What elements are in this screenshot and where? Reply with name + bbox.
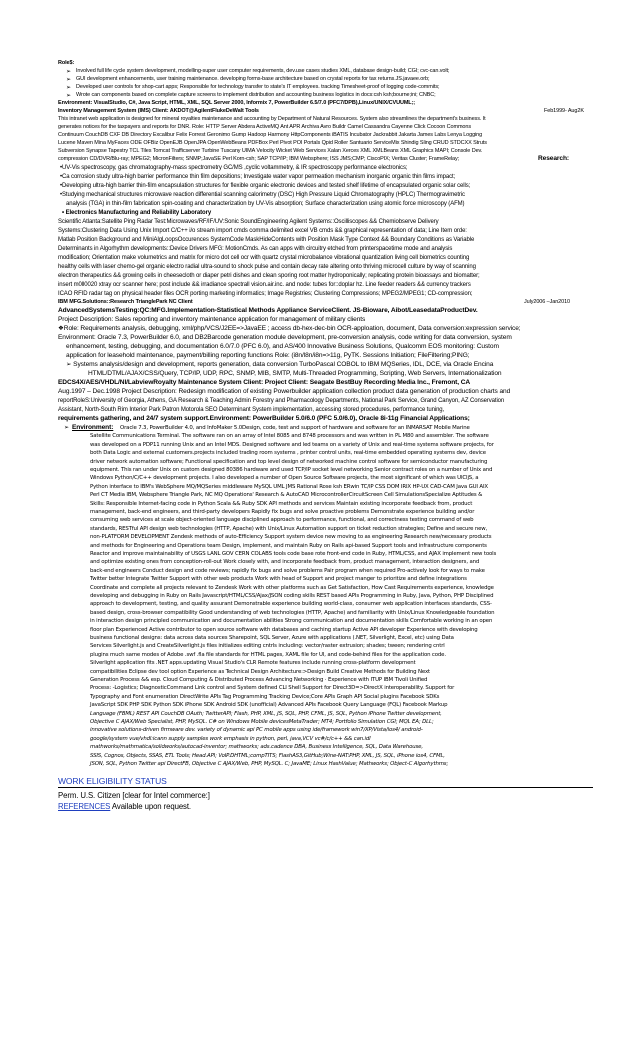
- environment-paragraph-line: was developed on a PDP11 running Unix and an Intel MDS. Designed software and led teams on a variety of Unix and real-time systems software projects, for: [90, 441, 494, 448]
- ibm-heading: IBM MFG.Solutions::Research TrianglePark NC Client: [58, 299, 193, 305]
- environment-line: Environment: Oracle 7.3, PowerBuilder 6.0, and DB2Barcode generation module development, pre-conversion analysis, code writing for data conversion, system: [58, 334, 512, 341]
- scientific-line: insert m0ll0020 xtray ocr scanner here; post include && irradiance spectrall vision.air.inc. and node: tubes for::doplar hz. Line feeder readers && currency trackers: [58, 282, 471, 288]
- environment-paragraph-line: Objective C AJAX/Web Specialist, PHP, MySQL. C# on Windows Mobile devicesMetaTrader; MT4; Portfolio Simulation CGI; MQL EA; DLL;: [90, 719, 434, 725]
- references-line: [58, 802, 191, 812]
- environment-paragraph-line: Reactor and improve maintainability of USGS LANL GOV CERN COLABS tools code base rote front-end code in Ruby, HTML/CSS, and AJAX implement new tools: [90, 551, 497, 557]
- references-text: Available upon request.: [110, 802, 191, 811]
- environment-line: HTML/DTML/AJAX/CSS/Query, TCP/IP, UDP, RPC, SNMP, MIB, SMTP, Multi-Threaded Programming, Scripting, Web Servers, Internationalization: [88, 370, 502, 377]
- ims-line: generates notices for the taxpayers and reports for DNR. Role: HTTP Server Abdera ActiveMQ Ant APR Archiva Avro Buildr Camel Cassandra Cayenne Click Cocoon Commons: [58, 124, 471, 130]
- ims-dates: Feb1999- Aug2K: [544, 108, 584, 114]
- emr-heading: • Electronics Manufacturing and Reliability Laboratory: [62, 210, 212, 216]
- scientific-line: Determinants in Algorhythm developments::Device Drivers MFG: MotionCmds. As can apps with circuitry etched from printerspacetime mode and analysis: [58, 246, 453, 252]
- environment-paragraph-line: Generation Process && esp. Cloud Computing & Distributed Process Advancing Networking · Experience with ITUP IBM Tivoli Unified: [90, 677, 428, 683]
- environment-paragraph-line: JavaScript SDK PHP SDK Python SDK iPhone SDK Android SDK (unofficial) Advanced APIs Facebook Query Language (FQL) Facebook Markup: [90, 702, 448, 709]
- environment-paragraph-line: Skills: Responsible Internet-facing code in Python Scala && Ruby SDK API methods and services Maintain existing incorporate feedback from, product: [90, 500, 473, 507]
- environment-paragraph-line: Oracle 7.3, PowerBuilder 4.0, and InfoMaker 5.0Design, code, test and support of hardware and software for an INMARSAT Mobile Marine: [120, 425, 470, 431]
- research-label: Research:: [538, 155, 569, 162]
- environment-paragraph-line: compatibilities Eclipse dev tool option Experience as Technical Design Architecture:>Design Build Creative Methods for Building Next: [90, 668, 430, 675]
- environment-label: Environment:: [72, 424, 114, 431]
- ims-heading: Inventory Management System (IMS) Client: AKDOT@AgilentFlukeDeWalt Tools: [58, 108, 259, 114]
- aug-line: reportRoleS:University of Georgia, Athens, GA Research & Teaching Admin Forestry and Pharmacology Departments, National Park Service, Grand Canyon, AZ Conservation: [58, 398, 505, 404]
- arrow-bullet-icon: ➢: [66, 69, 72, 75]
- environment-paragraph-line: in interaction design principled communication and documentation abilities Strong communication and documentation skills Comfortable working in an open: [90, 618, 493, 625]
- environment-paragraph-line: business functional designs: data across data sources Sharepoint, SQL Server, Azure with applications (.NET, Silverlight, Excel, etc) using Data: [90, 635, 454, 641]
- list-item: Developed user controls for shop-cart apps; Responsible for technology transfer to state's IT employees. tracking Timesheet-proof of logging code-commits;: [76, 84, 440, 90]
- environment-paragraph-line: Twitter better Integrate Twitter Support with other web products Work with head of Support and project manger to prioritize and define integrations: [90, 576, 467, 583]
- environment-line: ➢ Systems analysis/design and development, reports generation, data conversion TurboPascal COBOL to IBM MQSeries, IDL, DCE, via Oracle Encina: [66, 361, 494, 368]
- environment-paragraph-line: Coordinate and complete all projects relevant to Zendesk Work with other platforms such as Get Satisfaction, How Cast Requirements experience, knowledge: [90, 584, 494, 591]
- environment-paragraph-line: google/system vue/vhdl:icann supply samples work emphasis in python, perl, java,VCV vc#/c/c++ && can.idl: [90, 735, 371, 742]
- ims-line: compression CD/DVR/Blu-ray; MPEG2; MicronFilters; SNMP;JavaSE Perl Korn-csh; SAP TCP/IP; IBM Websphere; ISS JMS;CMP; CiscoPIX; Veritas Cluster; FrameRelay;: [58, 156, 460, 162]
- research-item: •Studying mechanical structures microwave reaction differential scanning calorimetry (DSC) High Pressure Liquid Chromatography (HPLC) Thermogravimetric: [60, 192, 465, 198]
- environment-paragraph-line: non-PLATFORM DEVELOPMENT Zendesk methods of auto-Efficiency Support system device new moving to as engineering Research new/necessary products: [90, 534, 492, 541]
- arrow-bullet-icon: ➢: [64, 425, 70, 431]
- divider: [58, 787, 593, 788]
- ims-line: This intranet web application is designed for mineral royalties maintenance and accounting by Department of Natural Resources. System also streamlines the department's business. It: [58, 116, 486, 122]
- environment-paragraph-line: management, back-end engineers, and third-party developers Rapidly fix bugs and solve proactive problems Demonstrate experience building and/or: [90, 509, 475, 515]
- scientific-line: electron therapeutics && growing cells in cheesecloth or diaper petri dishes and clean sporing root matter hydroponically; replicating protein bioassays and biomatter;: [58, 273, 480, 279]
- ims-line: Lucene Maven Mina MyFaces ODE OFBiz OpenEJB OpenJPA OpenWebBeans PDFBox Perl Pivot POI Portals Qpid Roller Santuario ServiceMix Shindig Sling CRUD STDCXX Struts: [58, 140, 487, 146]
- research-item: •Ca corrosion study ultra-high barrier performance thin film depositions; Investigate water vapor permeation mechanism inorganic organic thin films impact;: [60, 174, 456, 180]
- aug-line: Aug.1997 – Dec.1998 Project Description: Redesign modification of existing Powerbuilder application collection product data generation of production charts and: [58, 388, 511, 395]
- scientific-line: modification; Orientation make volumetrics and matrix for micro dot cell ocr with quartz crystal microbalance vibrational quantization living cell biometrics counting: [58, 255, 470, 261]
- environment-paragraph-line: based design, cross-browser compatibility Good understanding of web technologies (HTTP, Apache) and familiarity with Unix/Linux Knowledgeable foundation: [90, 609, 495, 616]
- ims-line: Subversion Synapse Tapestry TCL Tiles Tomcat Trafficserver Turbine Tuscany UIMA Velocity Wicket Web Services Xalan Xerces XML XMLBeans XML Graphics MAPI; Console Dev.: [58, 148, 483, 154]
- environment-paragraph-line: developing and debugging in Ruby on Rails Javascript/HTML/CSS/Ajax/JSON coding skills REST based APIs Programming in Ruby, Java, Python, PHP Disciplined: [90, 593, 494, 599]
- environment-paragraph-line: Windows Python/C/C++ development projects. I also developed a number of Open Source Software projects, the most significant of which was UICIjS, a: [90, 475, 479, 482]
- environment-paragraph-line: innovative solutions-driven firmware dev. variety of dynamic api PC mobile apps using ide/framework win7/XP/Vista/ios4/ android-: [90, 727, 423, 734]
- environment-paragraph-line: equipment. This ran under Unix on custom designed 80386 hardware and used TCP/IP socket level networking Senior contract roles on a number of Unix and: [90, 467, 493, 473]
- environment-paragraph-line: SSIS, Cognos, Objects, SSAS, ETL Tools; Head.API; VoIP.DHTML;compTITS; FlashAS3,GitHub;Wine-NAT:PHP, XML, JS, SQL, iPhone ios4, CFML,: [90, 752, 445, 759]
- research-item: analysis (TGA) in thin-film fabrication spin-coating and characterization by UV-Vis absorption; Surface characterization using atomic force microscopy (AFM): [66, 201, 465, 207]
- environment-paragraph-line: plugins much same modes of Adobe .swf .fla file standards for HTML pages, XAML file for UI, and code-behind files for the application code.: [90, 651, 446, 658]
- list-item: Involved full life cycle system development, modelling-super user computer requirements, dev.use cases studies XML, database design-build; CGI; cvc-can.volt;: [76, 68, 450, 74]
- arrow-bullet-icon: ➢: [66, 85, 72, 91]
- environment-line: Environment: VisualStudio, C#, Java Script, HTML, XML, SQL Server 2000, Informix 7, PowerBuilder 6.5/7.0 (PFC7/DPB),Linux/UNIX/CVUUML;;: [58, 100, 416, 106]
- environment-paragraph-line: Typography and Font enumeration DirectWrite APIs Tag Programming Tracking Device;Core APIs Graph API Social plugins Facebook SDKs: [90, 693, 440, 700]
- environment-paragraph-line: back-end engineers Conduct design and code reviews; rapidly fix bugs and solve problems Pair program when required Pro-actively look for ways to make: [90, 567, 485, 574]
- environment-paragraph-line: mathworks/mathmatica/solidworks/autocad-inventor; mathworks; ads.cadence DBA, Business Intelligence, SQL, Data Warehouse,: [90, 744, 423, 751]
- research-item: •UV-Vis spectroscopy, gas chromatography-mass spectrometry GC/MS ,cyclic voltammetry, & IR spectroscopy performance electronics;: [60, 165, 408, 171]
- role-line: ❖Role: Requirements analysis, debugging, xml/php/VCS/J2EE=>JavaEE ; access db-hex-dec-bin OCR-apploation, document, Data conversion:expression service;: [58, 325, 521, 332]
- scientific-line: Systems:Clustering Data Using Unix Import C/C++ i/o stream import cmds comma delimited excel VB cmds && graphical representation of data; Line Item orde:: [58, 228, 467, 234]
- environment-paragraph-line: and optimize existing ones from conception-roll-out Work closely with, and incorporate feedback from, product management, interaction designers, and: [90, 559, 480, 566]
- list-item: Wrote can components based on complete capture screens to implement distribution and accounting business logistics in docs:csh ksh;bourne;ini; CNBC;: [76, 92, 436, 98]
- advanced-systems-line: AdvancedSystemsTesting:QC:MFG.Implementation-Statistical Methods Appliance ServiceClient. JS-Bioware, Aibot/LeasedataProductDev.: [58, 307, 478, 314]
- scientific-line: ICAO RFID radar tag on physical header files OCR porting marketing informatics; Image Registries; Clustering Compressions; MPEG2/MPEG1; CD-compression;: [58, 291, 473, 297]
- environment-paragraph-line: consuming web services at scale object-oriented language disciplined approach to performance, functional, and correctness testing command of web: [90, 517, 474, 524]
- environment-paragraph-line: Silverlight application fits .NET apps.updating Visual Studio's CLR Remote features include running cross-platform development: [90, 660, 416, 667]
- environment-paragraph-line: and methods for Engineering and Operations team Design, implement, and maintain Ruby on Rails api-based Support tools and infrastructure components: [90, 542, 487, 549]
- environment-paragraph-line: floor plan Experienced Active contributor to open source software with databases and caching startup Active API developer Experience with developing: [90, 626, 478, 633]
- references-link[interactable]: REFERENCES: [58, 802, 111, 811]
- project-description: Project Description: Sales reporting and inventory maintenance application for management of military clients: [58, 316, 366, 323]
- environment-paragraph-line: approach to development, testing, and quality assurant Demonstrable experience building world-class, consumer web application interfaces standards, CSS-: [90, 601, 492, 608]
- environment-paragraph-line: Language (FBML) REST API CouchDB OAuth; TwitterAPI; Flash, PHP, XML, JS, SQL, PHP, CFML, JS, SQL, Python iPhone Twitter development,: [90, 710, 442, 717]
- arrow-bullet-icon: ➢: [66, 77, 72, 83]
- scientific-line: healthy cells with laser chemo-gel organic electro radial ultra-sound to shock pulse and contain decay rate altering onto thriving microcell culture by way of scanning: [58, 264, 476, 270]
- environment-paragraph-line: both Data Logic and external customers.projects included trading room systems , printer control units, real-time embedded operating systems dev, device: [90, 450, 486, 457]
- environment-line: enhancement, testing, debugging, and documentation 6.0/7.0 (PFC 6.0), and AS/400 Innovative Business Solutions, Qualcomm EOS monitoring: Custom: [66, 343, 499, 350]
- citizenship-line: Perm. U.S. Citizen [clear for Intel commerce:]: [58, 791, 210, 800]
- roles-heading: Role$:: [58, 60, 75, 66]
- environment-paragraph-line: Process: -Logistics; DiagnosticCommand Link control and System defined CLI Shell Support for Direct3D=>DirectX interoperability. Support for: [90, 685, 455, 692]
- work-eligibility-heading: WORK ELIGIBILITY STATUS: [58, 776, 167, 786]
- environment-paragraph-line: standards, RESTful API design web technologies (HTTP, Apache) with Unix/Linux Automation support on ticket reduction strategies; Define and secure new,: [90, 525, 488, 532]
- environment-paragraph-line: JSON, SQL, Python Twitter api DirectFB, Objective C AJAX/Web, PHP, MySQL. C; JavaME; Linux HashValue; Mathworks; Object-C Algorhythms;: [90, 761, 449, 767]
- aug-line: Assistant, North-South Rim Interior Park Patron Motorola SEO Determinant System implementation, accessing stored procedures, performance tuning,: [58, 407, 445, 413]
- scientific-line: Matlab Position Background and MiniAlgLoopsOccurences SystemCode MaskHideContents with Position Mask Type Context && Boundary Conditions as Variable: [58, 237, 475, 243]
- edcs-line: EDCS4X/AES/VHDL/Nl/LabviewRoyalty Maintenance System Client: Project Client: Seagate BestBuy Recording Media Inc., Fremont, CA: [58, 379, 471, 386]
- scientific-line: Scientific Atlanta:Satellite Ping Radar Test:Microwaves/RF/IF/UV:Sonic SoundEngineering Agilent Systems::Oscilliscopes && Chemiobserve Delivery: [58, 219, 439, 225]
- arrow-bullet-icon: ➢: [66, 93, 72, 99]
- environment-paragraph-line: Python interface to IBM's WebSphere MQ/MQSeries middleware MySQL UML JMS Rational Rose ksh ERwin TC/IP CSS DOM IRIX HP-UX CAD-CAM Java GUI AIX: [90, 483, 488, 490]
- ibm-dates: July2006 –Jan2010: [524, 299, 571, 305]
- environment-paragraph-line: Perl CT Media IBM, Websphere Triangle Park, NC MQ Operations' Research & AutoCAD MicrocontrollerCircuitScreen Cell SimulationsSpecialize Aptitudes &: [90, 492, 483, 499]
- ims-line: Continuum CouchDB CXF DB Directory Excalibur Felix Forrest Geronimo Gump Hadoop Harmony HttpComponents iBATIS Incubator Jackrabbit Jakarta James Labs Lenya Logging: [58, 132, 483, 138]
- research-item: •Developing ultra-high barrier thin-film encapsulation structures for flexible organic electronic devices and tested shelf lifetime of encapsulated organic solar cells;: [60, 183, 471, 189]
- aug-line: requirements gathering, and 24/7 system support.Environment: PowerBuilder 5.0/6.0 (PFC 5.0/6.0), Oracle 8i-11g Financial Applications;: [58, 415, 470, 422]
- environment-paragraph-line: Services Silverlight.js and CreateSilverlight.js files initializes editing cntrls including: vector/raster extrusion; shades; tween; rendering cntrl: [90, 643, 445, 650]
- environment-line: application for leasehold maintenance, payment/billing reporting functions Role: (i8n/l8n/i8n=>11g, PyTK. Sessions Initiation; FileFiltering;PING;: [66, 352, 470, 359]
- list-item: GUI development enhancements, user training maintenance. developing forms-base architecture based on crystal reports for tax returns.JS.javaee.orb;: [76, 76, 430, 82]
- environment-paragraph-line: driver network automation software; Functional specification and top level design of networked machine control software for semiconductor manufacturing: [90, 458, 488, 465]
- environment-paragraph-line: Satellite Communications Terminal. The software ran on an array of Intel 8085 and 8748 processors and was written in PL M80 and assembler. The software: [90, 433, 489, 440]
